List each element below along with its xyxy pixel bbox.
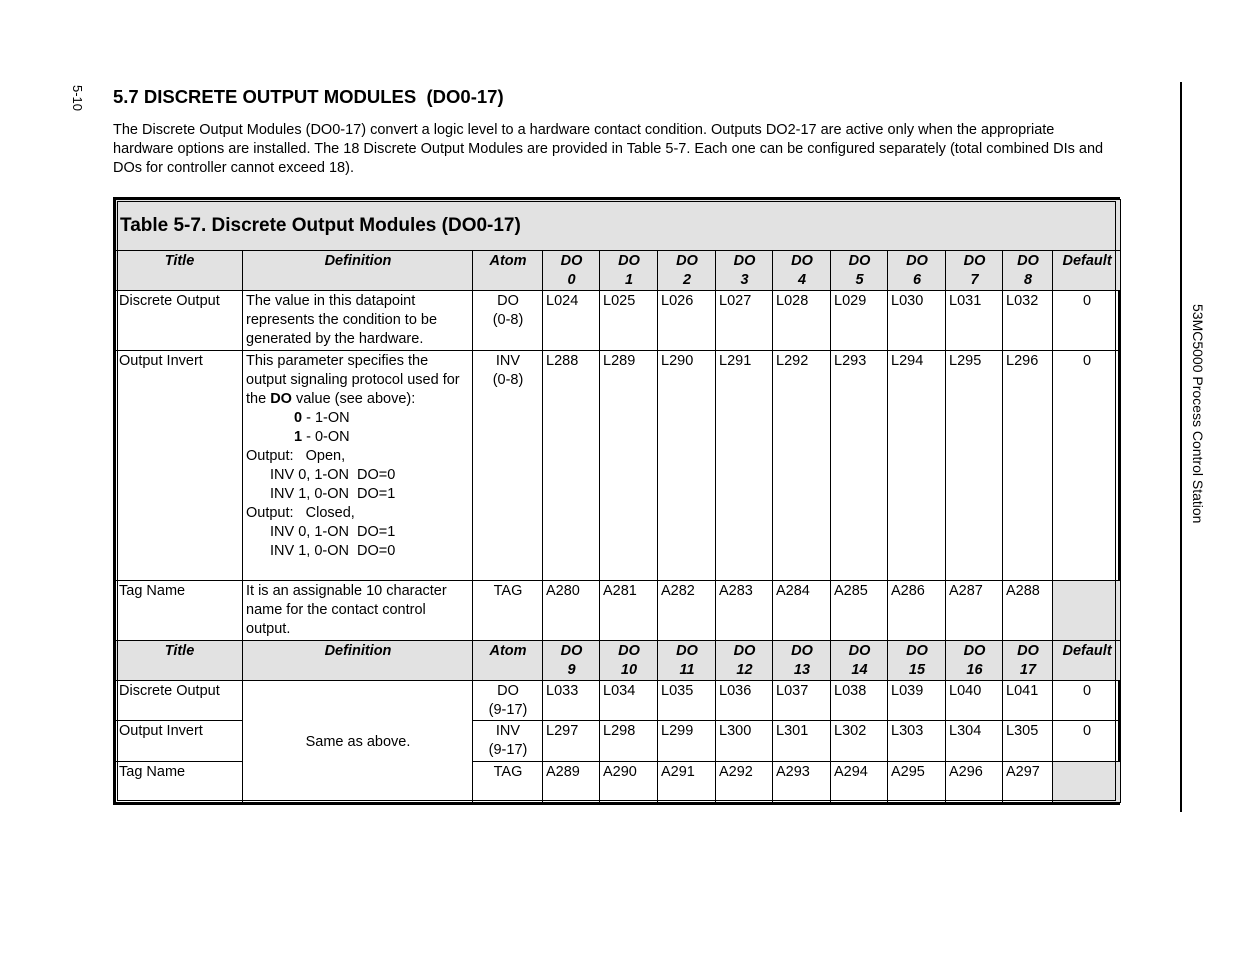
cell-value: L030 (888, 291, 946, 351)
cell-default: 0 (1053, 291, 1121, 351)
row-atom: DO (9-17) (473, 681, 543, 721)
cell-value: A280 (543, 581, 600, 641)
col-definition: Definition (243, 641, 473, 681)
row-title: Output Invert (116, 721, 243, 762)
cell-value: L026 (658, 291, 716, 351)
table-row (116, 351, 1121, 581)
col-do: DO 11 (658, 641, 716, 681)
col-do: DO 1 (600, 251, 658, 291)
cell-value: L293 (831, 351, 888, 581)
col-do: DO 2 (658, 251, 716, 291)
cell-value: L296 (1003, 351, 1053, 581)
cell-value: L303 (888, 721, 946, 762)
cell-value: L031 (946, 291, 1003, 351)
col-default: Default (1053, 641, 1121, 681)
cell-value: A281 (600, 581, 658, 641)
cell-value: L038 (831, 681, 888, 721)
cell-value: L029 (831, 291, 888, 351)
col-title: Title (116, 251, 243, 291)
col-do: DO 13 (773, 641, 831, 681)
col-do: DO 9 (543, 641, 600, 681)
cell-value: A296 (946, 762, 1003, 803)
row-definition: The value in this datapoint represents the condition to be generated by the hardware. (243, 291, 473, 351)
row-title: Tag Name (116, 581, 243, 641)
col-do: DO 8 (1003, 251, 1053, 291)
section-heading: 5.7 DISCRETE OUTPUT MODULES (DO0-17) (113, 86, 504, 107)
cell-value: L039 (888, 681, 946, 721)
cell-value: A291 (658, 762, 716, 803)
cell-value: L300 (716, 721, 773, 762)
cell-value: L024 (543, 291, 600, 351)
cell-value: A287 (946, 581, 1003, 641)
cell-value: L301 (773, 721, 831, 762)
cell-value: A282 (658, 581, 716, 641)
cell-value: L033 (543, 681, 600, 721)
col-do: DO 14 (831, 641, 888, 681)
cell-value: L302 (831, 721, 888, 762)
cell-value: L288 (543, 351, 600, 581)
cell-default: 0 (1053, 681, 1121, 721)
cell-value: A286 (888, 581, 946, 641)
cell-value: L304 (946, 721, 1003, 762)
cell-value: L028 (773, 291, 831, 351)
cell-value: L034 (600, 681, 658, 721)
col-definition: Definition (243, 251, 473, 291)
col-title: Title (116, 641, 243, 681)
col-do: DO 12 (716, 641, 773, 681)
header-row-2 (116, 641, 1121, 681)
col-atom: Atom (473, 251, 543, 291)
cell-value: A293 (773, 762, 831, 803)
cell-value: L305 (1003, 721, 1053, 762)
row-atom: TAG (473, 762, 543, 803)
cell-value: L292 (773, 351, 831, 581)
cell-value: L025 (600, 291, 658, 351)
col-atom: Atom (473, 641, 543, 681)
row-atom: TAG (473, 581, 543, 641)
cell-value: A295 (888, 762, 946, 803)
table-frame (113, 197, 1120, 805)
cell-value: A290 (600, 762, 658, 803)
row-atom: DO (0-8) (473, 291, 543, 351)
side-title: 53MC5000 Process Control Station (1190, 304, 1206, 524)
row-title: Discrete Output (116, 681, 243, 721)
row-definition: It is an assignable 10 character name for the contact control output. (243, 581, 473, 641)
col-default: Default (1053, 251, 1121, 291)
table-row (116, 681, 1121, 721)
row-definition: This parameter specifies the output signaling protocol used for the DO value (see above): 0 - 1-ON 1 - 0-ON Output: Open, INV 0, 1-ON DO=0 INV 1, 0-ON DO=1 Output: Closed, INV 0, 1-ON DO=1 INV 1, 0-ON DO=0 (243, 351, 473, 581)
cell-value: A292 (716, 762, 773, 803)
cell-default-empty (1053, 581, 1121, 641)
cell-value: L299 (658, 721, 716, 762)
side-rule (1180, 82, 1182, 812)
cell-value: A283 (716, 581, 773, 641)
cell-value: L289 (600, 351, 658, 581)
col-do: DO 0 (543, 251, 600, 291)
cell-value: A297 (1003, 762, 1053, 803)
row-title: Discrete Output (116, 291, 243, 351)
cell-default-empty (1053, 762, 1121, 803)
cell-value: L036 (716, 681, 773, 721)
cell-value: L027 (716, 291, 773, 351)
cell-value: L297 (543, 721, 600, 762)
row-title: Output Invert (116, 351, 243, 581)
section-intro: The Discrete Output Modules (DO0-17) convert a logic level to a hardware contact condition. Outputs DO2-17 are active only when the appropriate hardware options are installed. The 18 Discrete Output Modules are provided in Table 5-7. Each one can be configured separately (total combined DIs and DOs for controller cannot exceed 18). (113, 122, 1104, 176)
cell-value: A289 (543, 762, 600, 803)
col-do: DO 17 (1003, 641, 1053, 681)
cell-value: L291 (716, 351, 773, 581)
col-do: DO 15 (888, 641, 946, 681)
page-number: 5-10 (70, 85, 85, 112)
cell-value: L035 (658, 681, 716, 721)
table-row (116, 291, 1121, 351)
cell-value: A288 (1003, 581, 1053, 641)
row-atom: INV (0-8) (473, 351, 543, 581)
same-as-above: Same as above. (243, 681, 473, 803)
cell-value: L037 (773, 681, 831, 721)
cell-value: A284 (773, 581, 831, 641)
cell-value: A285 (831, 581, 888, 641)
col-do: DO 5 (831, 251, 888, 291)
row-atom: INV (9-17) (473, 721, 543, 762)
table-row (116, 581, 1121, 641)
col-do: DO 3 (716, 251, 773, 291)
cell-value: A294 (831, 762, 888, 803)
cell-value: L040 (946, 681, 1003, 721)
header-row-1 (116, 251, 1121, 291)
cell-value: L298 (600, 721, 658, 762)
row-title: Tag Name (116, 762, 243, 803)
cell-default: 0 (1053, 721, 1121, 762)
col-do: DO 4 (773, 251, 831, 291)
table-caption: Table 5-7. Discrete Output Modules (DO0-17) (116, 200, 1121, 251)
col-do: DO 16 (946, 641, 1003, 681)
cell-value: L041 (1003, 681, 1053, 721)
cell-value: L294 (888, 351, 946, 581)
col-do: DO 10 (600, 641, 658, 681)
cell-value: L032 (1003, 291, 1053, 351)
cell-value: L290 (658, 351, 716, 581)
cell-default: 0 (1053, 351, 1121, 581)
cell-value: L295 (946, 351, 1003, 581)
col-do: DO 6 (888, 251, 946, 291)
discrete-output-table (115, 199, 1121, 803)
col-do: DO 7 (946, 251, 1003, 291)
